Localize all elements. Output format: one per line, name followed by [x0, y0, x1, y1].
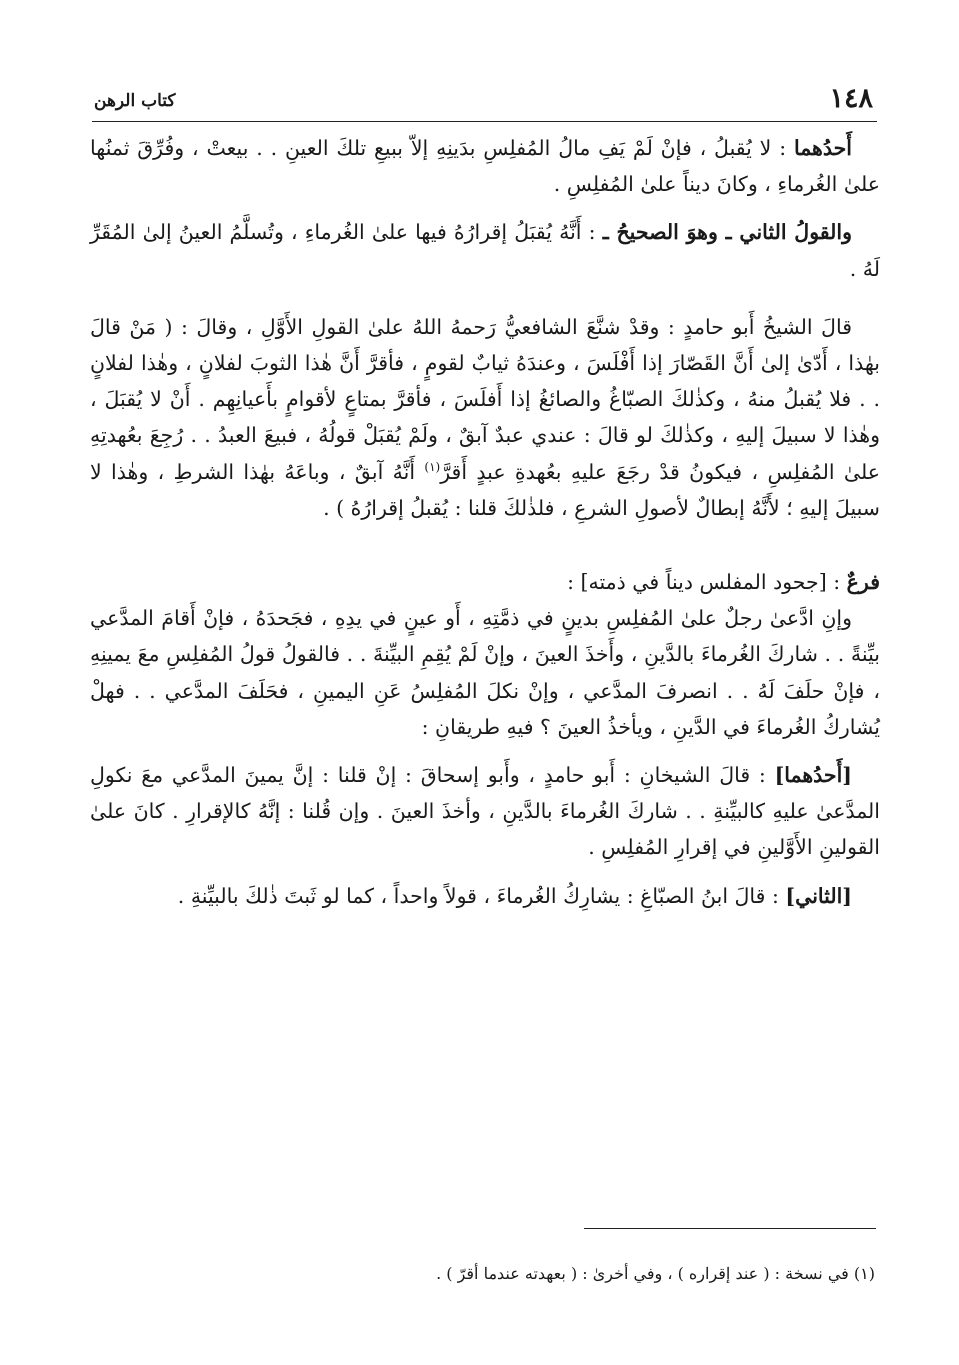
paragraph-lead: والقولُ الثاني ـ وهوَ الصحيحُ ـ [602, 220, 852, 245]
page-number: ١٤٨ [829, 83, 873, 114]
paragraph-first-opinion [90, 130, 880, 202]
paragraph-second-opinion [90, 214, 880, 286]
paragraph-lead: أَحدُهما [793, 136, 852, 160]
section-heading-lead: فرعٌ [846, 570, 880, 595]
paragraph-text: : أَنَّهُ يُقبَلُ إقرارُهُ فيها علىٰ الغُرماءِ ، وتُسلَّمُ العينُ إلىٰ المُقَرِّ لَهُ . [90, 220, 880, 281]
paragraph-text: : قالَ ابنُ الصبّاغِ : يشارِكُ الغُرماءَ ، قولاً واحداً ، كما لو ثَبتَ ذٰلكَ بالبيِّنةِ . [177, 883, 786, 908]
running-title: كتاب الرهن [94, 91, 176, 111]
paragraph-abu-hamid-quote [90, 309, 880, 526]
footnote-marker[interactable]: (١) [424, 459, 441, 474]
paragraph-text: أَنَّهُ آبقٌ ، وباعَهُ بهٰذا الشرطِ ، وهٰذا لا سبيلَ إليهِ ؛ لأَنَّهُ إبطالٌ لأصولِ الشرعِ ، فلذٰلكَ قلنا : يُقبلُ إقرارُهُ ) . [90, 459, 880, 520]
section-heading-far [90, 564, 880, 600]
footnote: (١) في نسخة : ( عند إقراره ) ، وفي أخرىٰ : ( بعهدته عندما أقرّ ) . [436, 1264, 875, 1283]
page-header [92, 82, 877, 122]
paragraph-text: وإنِ ادَّعىٰ رجلٌ علىٰ المُفلِسِ بدينٍ في ذمَّتِهِ ، أَو عينٍ في يدِهِ ، فجَحدَهُ ، فإنْ أَقامَ المدَّعي بيِّنةً . . شاركَ الغُرماءَ بالدَّينِ ، وأَخذَ العينَ ، وإنْ لَمْ يُقِمِ البيِّنةَ . . فالقولُ قولُ المُفلِسِ معَ يمينِهِ ، فإنْ حلَفَ لَهُ . . انصرفَ المدَّعي ، وإنْ نكلَ المُفلِسُ عَنِ اليمينِ ، فحَلَفَ المدَّعي . . فهلْ يُشاركُ الغُرماءَ في الدَّينِ ، ويأخذُ العينَ ؟ فيهِ طريقانِ : [90, 606, 880, 739]
paragraph-second-method [90, 878, 880, 914]
paragraph-lead: [الثاني] [785, 883, 852, 908]
paragraph-first-method [90, 757, 880, 866]
paragraph-text: : قالَ الشيخانِ : أَبو حامدٍ ، وأَبو إسحاقَ : إنْ قلنا : إنَّ يمينَ المدَّعي معَ نكولِ المدَّعىٰ عليهِ كالبيِّنةِ . . شاركَ الغُرماءَ بالدَّينِ ، وأخذَ العينَ . وإن قُلنا : إنَّهُ كالإقرارِ . كانَ علىٰ القولينِ الأَوَّلينِ في إقرارِ المُفلِسِ . [90, 763, 880, 860]
paragraph-text: قالَ الشيخُ أَبو حامدٍ : وقدْ شنَّعَ الشافعيُّ رَحمهُ اللهُ علىٰ القولِ الأَوَّلِ ، وقالَ : ( مَنْ قالَ بهٰذا ، أَدّىٰ إلىٰ أَنَّ القَصّارَ إذا أَفْلَسَ ، وعندَهُ ثيابٌ لقومٍ ، فأقرَّ أَنَّ هٰذا الثوبَ لفلانٍ ، وهٰذا لفلانٍ . . فلا يُقبلُ منهُ ، وكذٰلكَ الصبّاغُ والصائغُ إذا أَفلَسَ ، فأقرَّ بمتاعٍ لأقوامٍ بأَعيانِهِم . أَنْ لا يُقبَلَ ، وهٰذا لا سبيلَ إليهِ ، وكذٰلكَ لو قالَ : عندي عبدٌ آبقٌ ، ولَمْ يُقبَلْ قولُهُ ، فبيعَ العبدُ . . رُجِعَ بعُهدتِهِ علىٰ المُفلِسِ ، فيكونُ قدْ رجَعَ عليهِ بعُهدةِ عبدٍ أَقرَّ [90, 314, 880, 484]
main-text [90, 130, 880, 914]
paragraph-text: : لا يُقبلُ ، فإنْ لَمْ يَفِ مالُ المُفلِسِ بدَينِهِ إلاّ ببيعِ تلكَ العينِ . . بيعتْ ، وفُرِّقَ ثمنُها علىٰ الغُرماءِ ، وكانَ ديناً علىٰ المُفلِسِ . [90, 136, 880, 197]
section-heading-text: : [جحود المفلس ديناً في ذمته] : [567, 570, 847, 595]
footnote-separator [584, 1228, 876, 1229]
paragraph-claim-against-bankrupt [90, 600, 880, 745]
paragraph-lead: [أَحدُهما] [774, 763, 852, 788]
